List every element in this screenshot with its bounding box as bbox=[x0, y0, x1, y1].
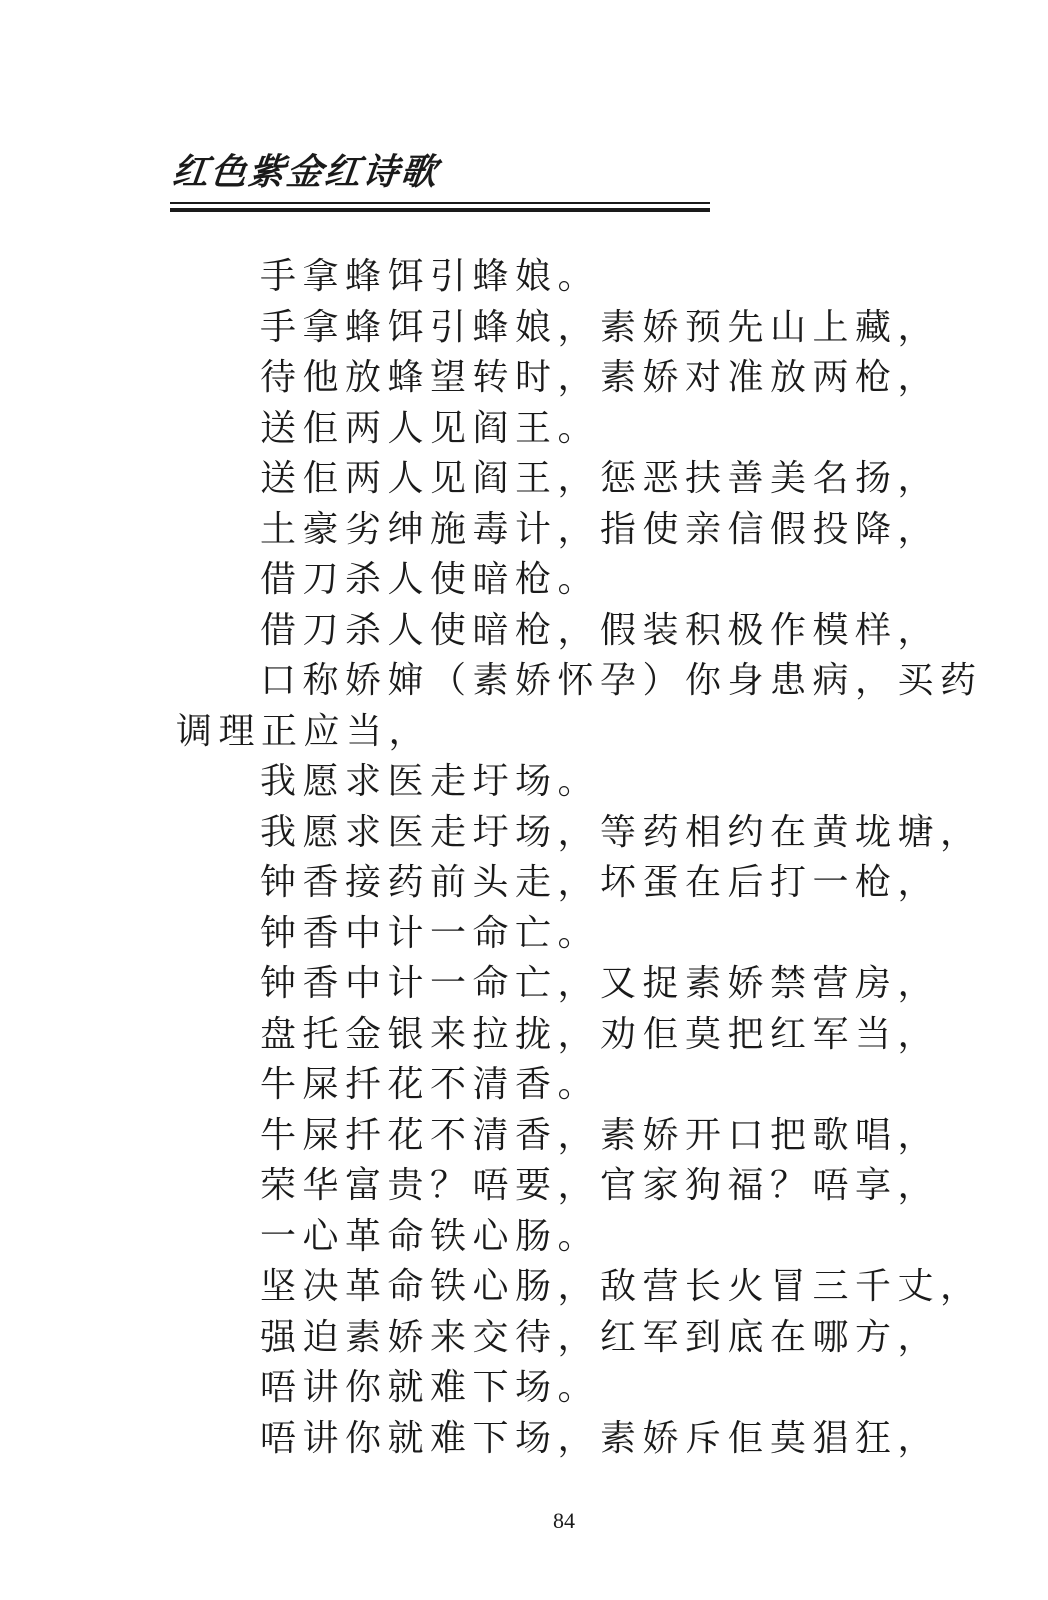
poem-line: 坚决革命铁心肠，敌营长火冒三千丈， bbox=[260, 1266, 983, 1307]
poem-line: 牛屎扦花不清香，素娇开口把歌唱， bbox=[260, 1114, 941, 1156]
poem-line: 唔讲你就难下场，素娇斥佢莫猖狂， bbox=[260, 1417, 941, 1459]
poem-line: 借刀杀人使暗枪。 bbox=[260, 559, 601, 600]
poem-line: 唔讲你就难下场。 bbox=[260, 1367, 601, 1408]
book-title: 红色紫金红诗歌 bbox=[170, 151, 441, 193]
poem-body bbox=[176, 252, 983, 1464]
header-rule-thin bbox=[170, 202, 710, 204]
poem-line: 我愿求医走圩场。 bbox=[260, 761, 601, 802]
running-header bbox=[170, 150, 710, 196]
poem-line: 土豪劣绅施毒计，指使亲信假投降， bbox=[260, 508, 941, 550]
poem-line: 钟香中计一命亡，又捉素娇禁营房， bbox=[260, 963, 941, 1004]
poem-line: 借刀杀人使暗枪，假装积极作模样， bbox=[260, 609, 941, 651]
poem-line: 盘托金银来拉拢，劝佢莫把红军当， bbox=[260, 1013, 941, 1055]
poem-line: 送佢两人见阎王，惩恶扶善美名扬， bbox=[260, 458, 941, 499]
poem-line: 我愿求医走圩场，等药相约在黄垅塘， bbox=[260, 811, 983, 853]
page-number: 84 bbox=[553, 1508, 575, 1533]
poem-line: 一心革命铁心肠。 bbox=[260, 1215, 601, 1257]
poem-line: 待他放蜂望转时，素娇对准放两枪， bbox=[260, 357, 941, 398]
poem-line: 手拿蜂饵引蜂娘。 bbox=[260, 256, 601, 297]
poem-line: 钟香中计一命亡。 bbox=[260, 912, 601, 954]
poem-line: 强迫素娇来交待，红军到底在哪方， bbox=[260, 1316, 941, 1358]
poem-line: 调理正应当， bbox=[176, 710, 432, 752]
poem-line: 钟香接药前头走，坏蛋在后打一枪， bbox=[260, 862, 941, 903]
poem-line: 手拿蜂饵引蜂娘，素娇预先山上藏， bbox=[260, 306, 941, 348]
poem-line: 口称娇婶（素娇怀孕）你身患病，买药 bbox=[260, 660, 983, 701]
poem-line: 牛屎扦花不清香。 bbox=[260, 1064, 601, 1105]
poem-line: 送佢两人见阎王。 bbox=[260, 407, 601, 449]
header-rule-thick bbox=[170, 208, 710, 212]
poem-line: 荣华富贵？唔要，官家狗福？唔享， bbox=[260, 1165, 941, 1206]
